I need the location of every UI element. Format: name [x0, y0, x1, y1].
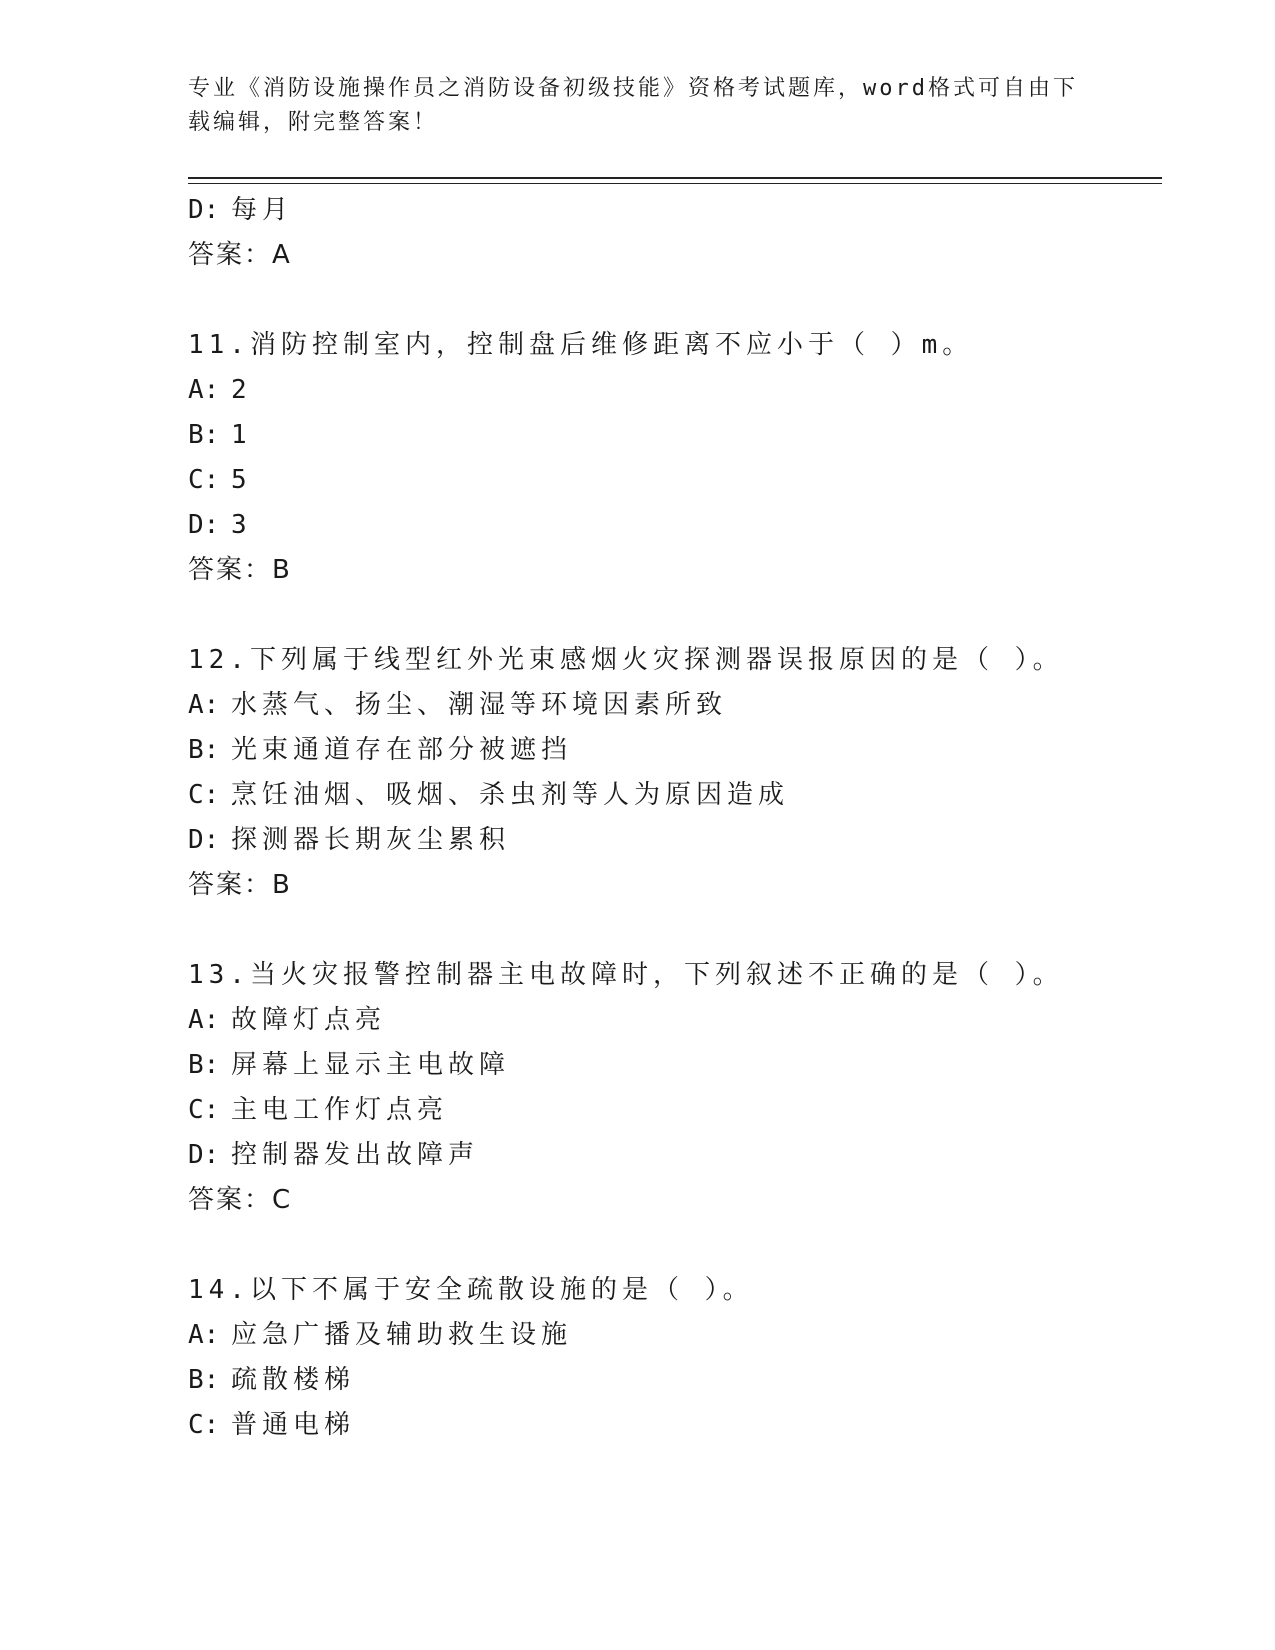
- option-text: 控制器发出故障声: [231, 1140, 480, 1170]
- option-text: 主电工作灯点亮: [231, 1095, 449, 1125]
- question-stem: 12.下列属于线型红外光束感烟火灾探测器误报原因的是（ ）。: [188, 645, 1064, 675]
- option-text: 光束通道存在部分被遮挡: [231, 735, 573, 765]
- header-line-1: 专业《消防设施操作员之消防设备初级技能》资格考试题库，word格式可自由下: [188, 76, 1078, 101]
- option-a: [188, 1313, 1162, 1358]
- option-letter: D:: [188, 1140, 220, 1170]
- option-text: 每月: [231, 195, 294, 225]
- option-letter: A:: [188, 1320, 220, 1350]
- question-list: [188, 188, 1162, 1448]
- option-letter: D:: [188, 825, 220, 855]
- option-b: [188, 728, 1162, 773]
- option-b: [188, 1043, 1162, 1088]
- option-text: 烹饪油烟、吸烟、杀虫剂等人为原因造成: [231, 780, 790, 810]
- header-line-2: 载编辑，附完整答案！: [188, 110, 439, 135]
- option-letter: D:: [188, 195, 220, 225]
- option-letter: C:: [188, 465, 220, 495]
- option-c: [188, 773, 1162, 818]
- option-letter: A:: [188, 690, 220, 720]
- question-stem: 14.以下不属于安全疏散设施的是（ ）。: [188, 1275, 754, 1305]
- option-letter: A:: [188, 375, 220, 405]
- option-text: 探测器长期灰尘累积: [231, 825, 511, 855]
- option-letter: D:: [188, 510, 220, 540]
- option-text: 应急广播及辅助救生设施: [231, 1320, 573, 1350]
- document-header: [188, 72, 1088, 140]
- option-a: [188, 368, 1162, 413]
- option-a: [188, 683, 1162, 728]
- option-letter: B:: [188, 735, 220, 765]
- option-d: [188, 188, 1162, 233]
- option-letter: B:: [188, 420, 220, 450]
- answer-line: 答案：C: [188, 1185, 293, 1215]
- option-b: [188, 413, 1162, 458]
- option-c: [188, 1088, 1162, 1133]
- spacer: [188, 1223, 1162, 1268]
- option-text: 屏幕上显示主电故障: [231, 1050, 511, 1080]
- spacer: [188, 278, 1162, 323]
- header-rule-thick: [188, 177, 1162, 179]
- option-c: [188, 1403, 1162, 1448]
- option-letter: A:: [188, 1005, 220, 1035]
- spacer: [188, 593, 1162, 638]
- option-text: 水蒸气、扬尘、潮湿等环境因素所致: [231, 690, 728, 720]
- spacer: [188, 908, 1162, 953]
- option-letter: C:: [188, 1095, 220, 1125]
- option-text: 故障灯点亮: [231, 1005, 387, 1035]
- answer-line: 答案：B: [188, 555, 292, 585]
- option-text: 1: [231, 420, 252, 450]
- option-text: 2: [231, 375, 252, 405]
- option-text: 疏散楼梯: [231, 1365, 356, 1395]
- question-stem: 13.当火灾报警控制器主电故障时，下列叙述不正确的是（ ）。: [188, 960, 1064, 990]
- option-text: 5: [231, 465, 252, 495]
- option-letter: C:: [188, 780, 220, 810]
- option-d: [188, 503, 1162, 548]
- answer-line: 答案：B: [188, 870, 292, 900]
- answer-line: 答案：A: [188, 240, 292, 270]
- option-letter: B:: [188, 1050, 220, 1080]
- option-letter: B:: [188, 1365, 220, 1395]
- option-text: 3: [231, 510, 252, 540]
- option-text: 普通电梯: [231, 1410, 356, 1440]
- question-stem: 11.消防控制室内，控制盘后维修距离不应小于（ ）m。: [188, 330, 974, 360]
- option-b: [188, 1358, 1162, 1403]
- option-letter: C:: [188, 1410, 220, 1440]
- header-rule-thin: [188, 183, 1162, 184]
- option-d: [188, 818, 1162, 863]
- option-d: [188, 1133, 1162, 1178]
- option-a: [188, 998, 1162, 1043]
- option-c: [188, 458, 1162, 503]
